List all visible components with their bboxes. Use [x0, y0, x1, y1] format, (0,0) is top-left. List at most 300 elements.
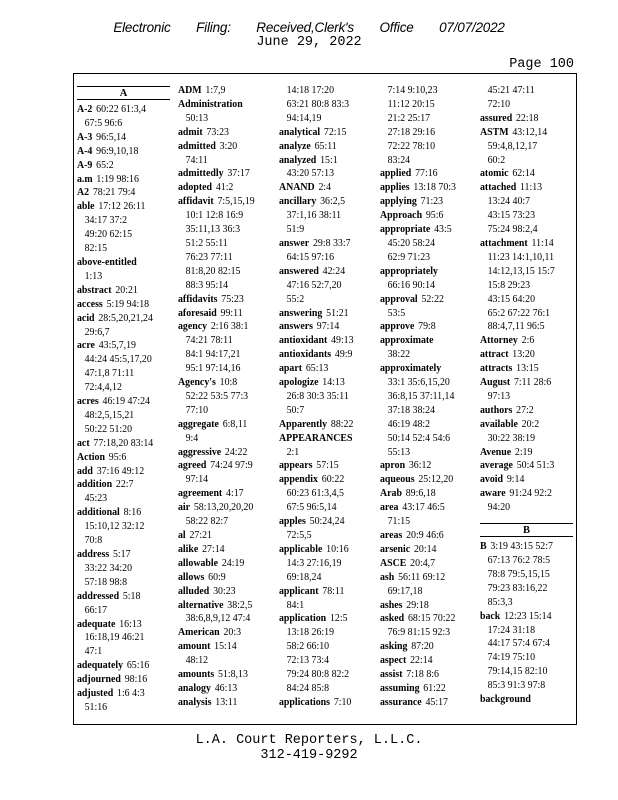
- index-continuation: 14:18 17:20: [286, 85, 335, 96]
- index-entry: [380, 543, 473, 557]
- index-entry: [380, 473, 473, 487]
- index-continuation: 82:15: [84, 243, 108, 255]
- index-page-refs: 46:13: [214, 682, 238, 694]
- index-page-refs: 13:11: [215, 696, 238, 708]
- index-continuation: 58:22 82:7: [185, 516, 229, 528]
- index-page-refs: 28:5,20,21,24: [98, 312, 153, 324]
- index-entry: [279, 307, 372, 321]
- index-term: applications: [279, 696, 331, 708]
- index-continuation: 97:13: [487, 390, 511, 402]
- index-page-refs: 60:22: [321, 474, 345, 486]
- index-term: attract: [480, 349, 509, 361]
- index-term: ADM: [178, 85, 202, 96]
- index-term: aggregate: [178, 418, 219, 430]
- index-continuation: 74:11: [185, 154, 208, 166]
- index-continuation: 60:2: [487, 154, 506, 166]
- index-term: application: [279, 613, 327, 625]
- index-entry: [480, 487, 573, 501]
- index-term: Avenue: [480, 446, 512, 458]
- index-page-refs: 95:6: [425, 210, 444, 222]
- index-continuation: 45:20 58:24: [387, 237, 436, 249]
- index-term: alike: [178, 543, 199, 555]
- index-page-refs: 57:15: [316, 460, 339, 472]
- index-continuation: 94:14,19: [286, 112, 322, 124]
- index-page-refs: 49:9: [334, 349, 353, 361]
- index-term: Administration: [178, 98, 243, 110]
- index-term: apples: [279, 516, 306, 528]
- index-continuation: 51:9: [286, 224, 305, 236]
- index-page-refs: 11:14: [531, 237, 554, 249]
- index-term: analyzed: [279, 154, 317, 166]
- index-term: appropriate: [380, 224, 431, 236]
- index-term: access: [77, 298, 103, 310]
- index-continuation: 88:4,7,11 96:5: [487, 321, 545, 333]
- index-entry: [279, 432, 372, 446]
- index-term: admittedly: [178, 168, 224, 180]
- index-entry: [480, 237, 573, 251]
- index-page-refs: 5:17: [112, 549, 131, 560]
- index-entry: [77, 673, 170, 687]
- index-page-refs: 20:21: [115, 284, 138, 296]
- index-page-refs: 74:24 97:9: [210, 460, 253, 472]
- index-page-refs: 17:12 26:11: [98, 201, 146, 213]
- index-page-refs: 98:16: [124, 674, 148, 686]
- index-continuation: 79:23 83:16,22: [487, 582, 548, 594]
- index-continuation: 43:20 57:13: [286, 168, 335, 180]
- index-term: add: [77, 465, 93, 477]
- index-term: Apparently: [279, 418, 328, 430]
- index-page-refs: 12:23 15:14: [504, 610, 552, 622]
- index-term: A-9: [77, 159, 93, 171]
- index-page-refs: 27:2: [516, 404, 534, 416]
- index-term: aware: [480, 488, 506, 500]
- index-continuation: 63:21 80:8 83:3: [286, 98, 350, 110]
- index-entry: [77, 200, 170, 214]
- index-entry: [77, 618, 170, 632]
- index-continuation: 9:4: [185, 432, 199, 444]
- index-page-refs: 22:7: [115, 479, 134, 491]
- index-continuation: 72:4,4,12: [84, 382, 122, 394]
- index-page-refs: 15:1: [320, 154, 338, 166]
- index-page-refs: 91:24 92:2: [509, 488, 552, 500]
- index-continuation: 76:23 77:11: [185, 251, 233, 263]
- index-continuation: 72:5,5: [286, 530, 312, 541]
- index-entry: [77, 451, 170, 465]
- index-continuation: 66:17: [84, 604, 108, 616]
- index-continuation: 38:22: [387, 349, 411, 361]
- index-continuation: 47:1,8 71:11: [84, 368, 135, 380]
- index-column-2: [178, 84, 271, 719]
- word-index-frame: [73, 73, 577, 725]
- index-term: acres: [77, 396, 99, 408]
- index-term: appendix: [279, 474, 318, 486]
- index-continuation: 67:5 96:5,14: [286, 502, 337, 514]
- index-page-refs: 7:18 8:6: [406, 669, 439, 681]
- index-entry: [77, 687, 170, 701]
- index-entry: [178, 682, 271, 696]
- index-term: adequate: [77, 618, 116, 630]
- index-page-refs: 45:17: [425, 696, 448, 708]
- index-term: assurance: [380, 696, 422, 708]
- index-entry: [380, 459, 473, 473]
- index-entry: [77, 659, 170, 673]
- index-term: agreement: [178, 488, 223, 500]
- index-page-refs: 27:21: [189, 530, 212, 541]
- index-page-refs: 36:2,5: [320, 196, 346, 208]
- index-page-refs: 43:5: [434, 224, 452, 236]
- index-page-refs: 37:17: [227, 168, 250, 180]
- index-page-refs: 97:14: [316, 321, 340, 333]
- index-page-refs: 1:19 98:16: [96, 173, 139, 185]
- index-continuation: 26:8 30:3 35:11: [286, 390, 349, 402]
- index-term: arsenic: [380, 543, 411, 555]
- index-page-refs: 9:14: [506, 474, 525, 486]
- index-entry: [380, 487, 473, 501]
- index-entry: [77, 312, 170, 326]
- index-continuation: 75:24 98:2,4: [487, 224, 538, 236]
- index-term: additional: [77, 507, 120, 519]
- index-entry: [380, 668, 473, 682]
- index-entry: [178, 140, 271, 154]
- index-entry: [380, 640, 473, 654]
- index-entry: [178, 599, 271, 613]
- index-entry: [279, 459, 372, 473]
- index-page-refs: 16:13: [119, 618, 142, 630]
- index-entry: [178, 487, 271, 501]
- index-term: ash: [380, 571, 395, 583]
- index-continuation: 50:14 52:4 54:6: [387, 432, 451, 444]
- index-entry: [178, 376, 271, 390]
- index-continuation: 43:15 73:23: [487, 210, 536, 222]
- index-continuation: 47:16 52:7,20: [286, 279, 342, 291]
- index-page-refs: 56:11 69:12: [398, 571, 446, 583]
- index-continuation: 47:1: [84, 646, 103, 658]
- index-continuation: 11:23 14:1,10,11: [487, 251, 555, 263]
- index-continuation: 48:2,5,15,21: [84, 409, 135, 421]
- index-entry: [380, 223, 473, 237]
- index-continuation: 10:1 12:8 16:9: [185, 210, 244, 222]
- index-continuation: 13:18 26:19: [286, 627, 335, 639]
- index-term: a.m: [77, 173, 93, 185]
- index-continuation: 74:19 75:10: [487, 652, 536, 664]
- index-page-refs: 6:8,11: [222, 418, 248, 430]
- index-page-refs: 37:16 49:12: [96, 465, 145, 477]
- index-term: affidavit: [178, 196, 214, 208]
- index-continuation: 84:1: [286, 599, 305, 611]
- index-page-refs: 52:22: [421, 293, 444, 305]
- index-entry: [380, 209, 473, 223]
- index-term: al: [178, 530, 186, 541]
- index-continuation: 64:15 97:16: [286, 251, 335, 263]
- index-entry: [178, 320, 271, 334]
- index-continuation: 72:13 73:4: [286, 655, 330, 667]
- index-page-refs: 11:13: [519, 182, 543, 194]
- index-continuation: 77:10: [185, 404, 209, 416]
- index-continuation: 45:23: [84, 493, 108, 505]
- index-entry: [279, 515, 372, 529]
- index-continuation: 81:8,20 82:15: [185, 265, 241, 277]
- index-term: adjourned: [77, 674, 121, 686]
- index-continuation: 52:22 53:5 77:3: [185, 390, 249, 402]
- index-term: American: [178, 627, 220, 639]
- index-term: assuming: [380, 682, 420, 694]
- index-continuation: 15:8 29:23: [487, 279, 531, 291]
- index-page-refs: 24:22: [224, 446, 248, 458]
- index-term: apart: [279, 363, 303, 375]
- index-entry: [178, 501, 271, 515]
- index-page-refs: 58:13,20,20,20: [193, 502, 254, 514]
- index-entry: [279, 126, 372, 140]
- index-page-refs: 2:6: [521, 335, 535, 347]
- index-term: B: [480, 541, 487, 553]
- index-continuation: 72:10: [487, 98, 511, 110]
- index-page-refs: 12:5: [329, 613, 348, 625]
- index-continuation: 84:1 94:17,21: [185, 349, 241, 361]
- index-term: Action: [77, 451, 105, 463]
- index-term: ASCE: [380, 557, 407, 569]
- index-page-refs: 77:16: [415, 168, 438, 180]
- index-continuation: 38:6,8,9,12 47:4: [185, 613, 251, 625]
- index-page-refs: 7:5,15,19: [217, 196, 255, 208]
- index-continuation: 57:18 98:8: [84, 576, 128, 588]
- index-term: applied: [380, 168, 412, 180]
- index-continuation: 35:11,13 36:3: [185, 224, 241, 236]
- index-continuation: 58:2 66:10: [286, 641, 330, 653]
- index-continuation: 85:3,3: [487, 596, 513, 608]
- index-term: aforesaid: [178, 307, 217, 319]
- index-entry: [178, 529, 271, 543]
- index-entry: [77, 186, 170, 200]
- index-entry: [380, 501, 473, 515]
- index-continuation: 2:1: [286, 446, 300, 458]
- index-page-refs: 62:14: [512, 168, 535, 180]
- index-continuation: 37:18 38:24: [387, 404, 436, 416]
- index-entry: [77, 131, 170, 145]
- index-entry: [380, 293, 473, 307]
- index-page-refs: 49:13: [331, 335, 354, 347]
- index-page-refs: 30:23: [213, 585, 236, 597]
- index-entry: [279, 473, 372, 487]
- index-entry: [279, 543, 372, 557]
- index-entry: [178, 418, 271, 432]
- index-page-refs: 10:8: [219, 377, 238, 389]
- index-term: A2: [77, 187, 90, 199]
- index-entry: [380, 167, 473, 181]
- index-term: avoid: [480, 474, 504, 486]
- index-page-refs: 51:8,13: [218, 669, 248, 681]
- index-term: aggressive: [178, 446, 222, 458]
- index-entry: [380, 654, 473, 668]
- index-page-refs: 20:3: [223, 627, 242, 639]
- index-term: alluded: [178, 585, 210, 597]
- index-continuation: 33:1 35:6,15,20: [387, 377, 450, 389]
- index-term: analyze: [279, 140, 311, 152]
- index-page-refs: 3:19 43:15 52:7: [490, 541, 553, 553]
- index-term: addressed: [77, 590, 120, 602]
- index-page-refs: 20:4,7: [410, 557, 436, 569]
- index-continuation: 48:12: [185, 655, 209, 667]
- index-page-refs: 88:22: [330, 418, 354, 430]
- index-term: acid: [77, 312, 95, 324]
- index-term: addition: [77, 479, 113, 491]
- index-page-refs: 50:24,24: [309, 516, 345, 528]
- index-entry: [178, 571, 271, 585]
- index-page-refs: 13:18 70:3: [413, 182, 456, 194]
- index-term: answer: [279, 237, 310, 249]
- index-term: analytical: [279, 126, 321, 138]
- index-term: attracts: [480, 363, 513, 375]
- index-entry: [279, 334, 372, 348]
- index-continuation: 67:13 76:2 78:5: [487, 555, 551, 566]
- index-page-refs: 29:8 33:7: [312, 237, 351, 249]
- index-entry: [480, 418, 573, 432]
- index-continuation: 17:24 31:18: [487, 624, 536, 636]
- index-term: atomic: [480, 168, 509, 180]
- index-entry: [279, 418, 372, 432]
- index-entry: [178, 446, 271, 460]
- index-page-refs: 13:15: [516, 363, 539, 375]
- index-entry: [77, 548, 170, 562]
- index-continuation: 1:13: [84, 270, 103, 282]
- index-term: A-2: [77, 104, 93, 115]
- index-page-refs: 20:9 46:6: [406, 530, 444, 541]
- index-page-refs: 65:13: [305, 363, 329, 375]
- index-entry: [178, 626, 271, 640]
- index-entry: [380, 557, 473, 571]
- index-entry: [178, 307, 271, 321]
- index-term: attachment: [480, 237, 528, 249]
- index-entry: [480, 693, 573, 707]
- index-entry: [178, 585, 271, 599]
- index-continuation: 79:14,15 82:10: [487, 666, 548, 678]
- index-term: adopted: [178, 182, 213, 194]
- index-continuation: 67:5 96:6: [84, 117, 123, 129]
- index-entry: [178, 640, 271, 654]
- index-continuation: 29:6,7: [84, 326, 110, 338]
- index-page-refs: 36:12: [408, 460, 432, 472]
- index-term: ANAND: [279, 182, 315, 194]
- index-continuation: 88:3 95:14: [185, 279, 229, 291]
- index-page-refs: 2:4: [318, 182, 332, 194]
- index-entry: [279, 154, 372, 168]
- index-page-refs: 1:7,9: [205, 85, 226, 96]
- index-page-refs: 22:18: [515, 112, 539, 124]
- index-entry: [77, 478, 170, 492]
- index-column-3: [279, 84, 372, 719]
- index-page-refs: 99:11: [220, 307, 243, 319]
- index-page-refs: 29:18: [406, 599, 429, 611]
- index-term: above-entitled: [77, 256, 137, 268]
- index-continuation: 69:18,24: [286, 571, 322, 583]
- index-term: abstract: [77, 284, 112, 296]
- index-entry: [480, 167, 573, 181]
- index-term: act: [77, 437, 90, 449]
- index-continuation: 50:22 51:20: [84, 423, 133, 435]
- index-entry: [480, 446, 573, 460]
- index-page-refs: 4:17: [226, 488, 244, 500]
- index-page-refs: 41:2: [215, 182, 234, 194]
- index-continuation: 44:24 45:5,17,20: [84, 354, 152, 366]
- index-page-refs: 79:8: [418, 321, 436, 333]
- index-term: APPEARANCES: [279, 432, 353, 444]
- index-entry: [480, 112, 573, 126]
- index-entry: [480, 610, 573, 624]
- index-continuation: 97:14: [185, 474, 209, 486]
- index-entry: [380, 320, 473, 334]
- index-entry: [178, 84, 271, 98]
- index-entry: [279, 612, 372, 626]
- index-term: area: [380, 502, 399, 514]
- index-page-refs: 7:10: [333, 696, 352, 708]
- index-term: affidavits: [178, 293, 218, 305]
- index-continuation: 7:14 9:10,23: [387, 85, 438, 96]
- index-entry: [380, 682, 473, 696]
- index-entry: [178, 459, 271, 473]
- index-term: apologize: [279, 377, 319, 389]
- index-entry: [77, 395, 170, 409]
- index-page-refs: 5:18: [122, 590, 141, 602]
- deposition-date: June 29, 2022: [256, 35, 362, 50]
- index-entry: [178, 557, 271, 571]
- section-gap: [480, 515, 573, 521]
- index-page-refs: 78:11: [322, 585, 345, 597]
- index-term: agency: [178, 321, 208, 333]
- index-term: Approach: [380, 210, 423, 222]
- index-page-refs: 2:16 38:1: [210, 321, 249, 333]
- index-continuation: 16:18,19 46:21: [84, 632, 145, 644]
- index-term: able: [77, 201, 95, 213]
- index-continuation: 46:19 48:2: [387, 418, 431, 430]
- index-entry: [279, 696, 372, 710]
- index-continuation: 14:3 27:16,19: [286, 557, 342, 569]
- index-term: approve: [380, 321, 415, 333]
- index-page-refs: 51:21: [326, 307, 349, 319]
- index-page-refs: 2:19: [514, 446, 533, 458]
- index-continuation: 72:22 78:10: [387, 140, 436, 152]
- index-term: air: [178, 502, 191, 514]
- index-entry: [77, 103, 170, 117]
- index-continuation: 84:24 85:8: [286, 682, 330, 694]
- index-entry: [279, 237, 372, 251]
- index-entry: [279, 265, 372, 279]
- court-reporter-name: L.A. Court Reporters, L.L.C.: [195, 733, 423, 748]
- index-entry: [77, 465, 170, 479]
- index-term: asked: [380, 613, 405, 625]
- index-continuation: 95:1 97:14,16: [185, 363, 241, 375]
- index-entry: [77, 506, 170, 520]
- index-page-refs: 20:14: [413, 543, 437, 555]
- index-continuation: 51:2 55:11: [185, 237, 228, 249]
- index-page-refs: 8:16: [123, 507, 142, 519]
- index-entry: [380, 334, 473, 348]
- index-entry: [380, 612, 473, 626]
- index-continuation: 14:12,13,15 15:7: [487, 265, 555, 277]
- index-continuation: 71:15: [387, 516, 411, 528]
- index-entry: [380, 195, 473, 209]
- index-continuation: 74:21 78:11: [185, 335, 233, 347]
- index-entry: [480, 181, 573, 195]
- index-continuation: 37:1,16 38:11: [286, 210, 342, 222]
- index-term: back: [480, 610, 501, 622]
- index-term: assured: [480, 112, 513, 124]
- index-column-4: [380, 84, 473, 719]
- index-entry: [480, 459, 573, 473]
- index-entry: [77, 256, 170, 270]
- index-term: asking: [380, 641, 408, 653]
- index-term: approximate: [380, 335, 434, 347]
- index-term: applicable: [279, 543, 323, 555]
- index-entry: [279, 320, 372, 334]
